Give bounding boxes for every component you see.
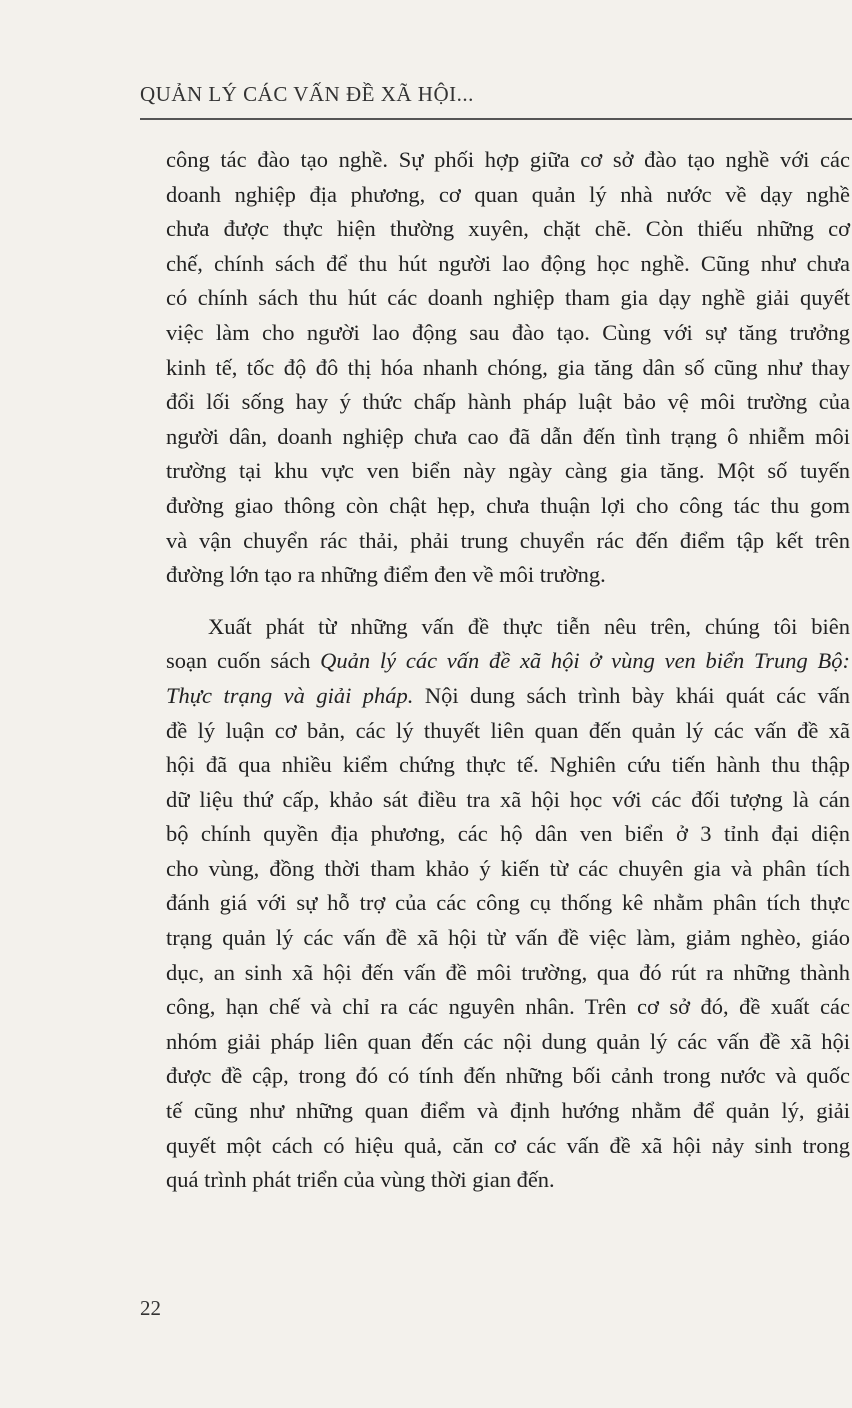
text-line: quá trình phát triển của vùng thời gian đến. (166, 1167, 555, 1193)
book-subtitle-italic: Thực trạng và giải pháp. (166, 682, 414, 708)
text-line: được đề cập, trong đó có tính đến những bối cảnh trong nước và quốc (166, 1063, 850, 1089)
text-line: nhóm giải pháp liên quan đến các nội dung quản lý các vấn đề xã hội (166, 1028, 850, 1054)
running-header: QUẢN LÝ CÁC VẤN ĐỀ XÃ HỘI... (140, 82, 474, 106)
text-line: trường tại khu vực ven biển này ngày càng gia tăng. Một số tuyến (166, 458, 850, 484)
text-line: Xuất phát từ những vấn đề thực tiễn nêu trên, chúng tôi biên (208, 613, 850, 639)
text-line: cho vùng, đồng thời tham khảo ý kiến từ các chuyên gia và phân tích (166, 855, 850, 881)
text-run: Nội dung sách trình bày khái quát các vấn (413, 682, 850, 708)
text-line: chế, chính sách để thu hút người lao động học nghề. Cũng như chưa (166, 250, 850, 276)
text-line: hội đã qua nhiều kiểm chứng thực tế. Nghiên cứu tiến hành thu thập (166, 752, 850, 778)
page-number: 22 (140, 1296, 161, 1320)
paragraph-1 (166, 143, 850, 593)
text-line (166, 644, 850, 679)
text-line: có chính sách thu hút các doanh nghiệp tham gia dạy nghề giải quyết (166, 285, 850, 311)
text-line: dữ liệu thứ cấp, khảo sát điều tra xã hội học với các đối tượng là cán (166, 786, 850, 812)
text-line: đề lý luận cơ bản, các lý thuyết liên quan đến quản lý các vấn đề xã (166, 717, 850, 743)
text-line (166, 679, 850, 714)
text-line: công, hạn chế và chỉ ra các nguyên nhân. Trên cơ sở đó, đề xuất các (166, 994, 850, 1020)
text-line: người dân, doanh nghiệp chưa cao đã dẫn đến tình trạng ô nhiễm môi (166, 423, 850, 449)
text-run: soạn cuốn sách (166, 648, 321, 674)
text-line: trạng quản lý các vấn đề xã hội từ vấn đề việc làm, giảm nghèo, giáo (166, 925, 850, 951)
text-line: công tác đào tạo nghề. Sự phối hợp giữa cơ sở đào tạo nghề với các (166, 147, 850, 172)
text-line: đánh giá với sự hỗ trợ của các công cụ thống kê nhằm phân tích thực (166, 890, 850, 916)
body-text (166, 143, 850, 1198)
text-line: đổi lối sống hay ý thức chấp hành pháp luật bảo vệ môi trường của (166, 389, 850, 415)
text-line: tế cũng như những quan điểm và định hướng nhằm để quản lý, giải (166, 1098, 850, 1124)
text-line: dục, an sinh xã hội đến vấn đề môi trường, qua đó rút ra những thành (166, 959, 850, 985)
book-title-italic: Quản lý các vấn đề xã hội ở vùng ven biển Trung Bộ: (320, 648, 850, 674)
text-line: và vận chuyển rác thải, phải trung chuyển rác đến điểm tập kết trên (166, 527, 850, 553)
text-line: bộ chính quyền địa phương, các hộ dân ven biển ở 3 tỉnh đại diện (166, 821, 850, 847)
text-line: doanh nghiệp địa phương, cơ quan quản lý nhà nước về dạy nghề (166, 181, 850, 207)
text-line: chưa được thực hiện thường xuyên, chặt chẽ. Còn thiếu những cơ (166, 216, 850, 242)
header-rule (140, 118, 852, 120)
text-line: đường giao thông còn chật hẹp, chưa thuận lợi cho công tác thu gom (166, 492, 850, 518)
paragraph-2 (166, 610, 850, 1198)
text-line: kinh tế, tốc độ đô thị hóa nhanh chóng, gia tăng dân số cũng như thay (166, 354, 850, 380)
text-line: đường lớn tạo ra những điểm đen về môi trường. (166, 562, 606, 588)
text-line: quyết một cách có hiệu quả, căn cơ các vấn đề xã hội nảy sinh trong (166, 1132, 850, 1158)
text-line: việc làm cho người lao động sau đào tạo. Cùng với sự tăng trưởng (166, 319, 850, 345)
